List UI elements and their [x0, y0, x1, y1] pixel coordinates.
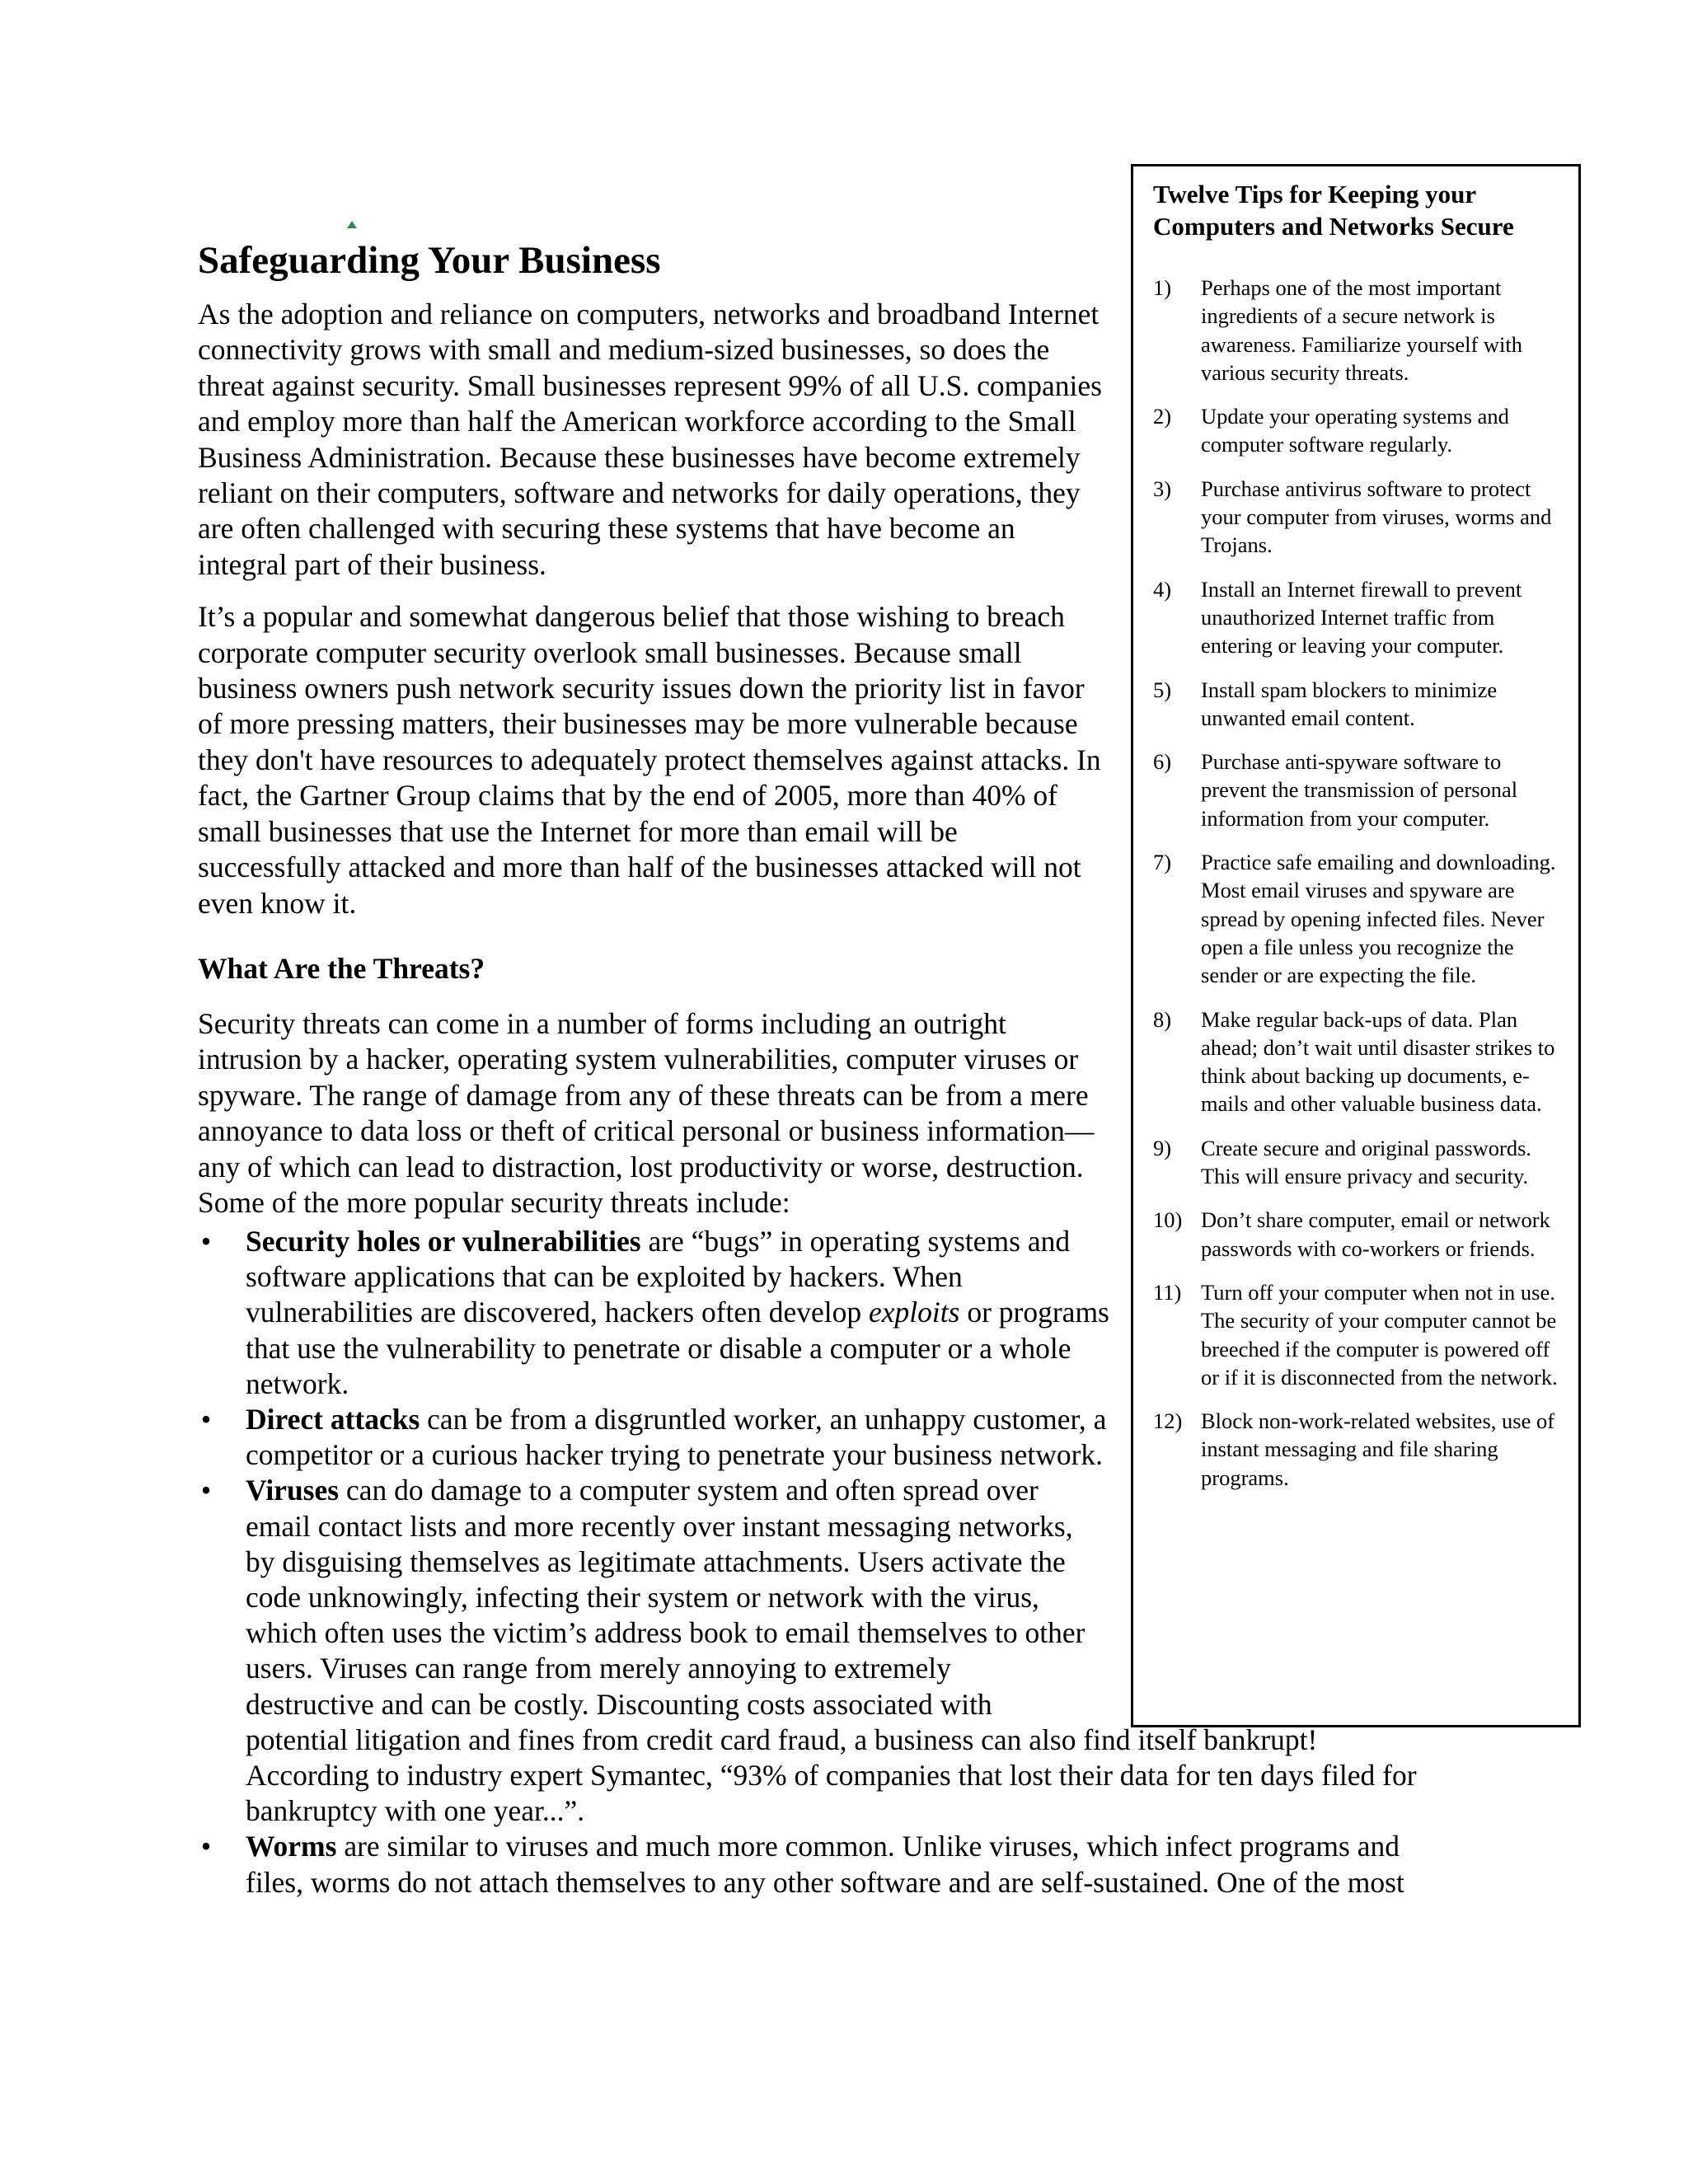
threats-intro-paragraph: Security threats can come in a number of forms including an outright intrusion by a hacker, operating system vulnerabilities, computer viruses or spyware. The range of damage from any of these threats can be from a mere annoyance to data loss or theft of critical personal or business information—any of which can lead to distraction, lost productivity or worse, destruction. Some of the more popular security threats include: [198, 1006, 1095, 1219]
article-body [198, 237, 1104, 1237]
bullet-icon: • [200, 1830, 212, 1863]
list-item-text: code unknowingly, infecting their system or network with the virus, [246, 1581, 1039, 1615]
tips-list [1153, 274, 1560, 1492]
list-item-text: bankruptcy with one year...”. [246, 1794, 585, 1828]
tip-text: Turn off your computer when not in use. The security of your computer cannot be breeched if the computer is powered off or if it is disconnected from the network. [1201, 1279, 1558, 1390]
tip-number: 8) [1153, 1006, 1172, 1032]
list-item-text: users. Viruses can range from merely annoying to extremely [246, 1652, 951, 1685]
tip-text: Install an Internet firewall to prevent unauthorized Internet traffic from entering or leaving your computer. [1201, 576, 1522, 658]
tips-sidebar [1131, 164, 1581, 1727]
term-security-holes: Security holes or vulnerabilities [246, 1225, 641, 1258]
tip-item [1153, 575, 1560, 660]
tip-item [1153, 1134, 1560, 1191]
tip-number: 1) [1153, 275, 1172, 300]
sidebar-title: Twelve Tips for Keeping your Computers and Networks Secure [1153, 180, 1514, 241]
belief-paragraph: It’s a popular and somewhat dangerous belief that those wishing to breach corporate computer security overlook small businesses. Because small business owners push network security issues down the priority list in favor of more pressing matters, their businesses may be more vulnerable because they don't have resources to adequately protect themselves against attacks. In fact, the Gartner Group claims that by the end of 2005, more than 40% of small businesses that use the Internet for more than email will be successfully attacked and more than half of the businesses attacked will not even know it. [198, 600, 1101, 920]
list-item-text: email contact lists and more recently over instant messaging networks, [246, 1509, 1073, 1543]
list-item-direct-attacks [198, 1402, 1128, 1473]
tip-item [1153, 1278, 1560, 1391]
term-viruses: Viruses [246, 1474, 340, 1507]
tip-item [1153, 1407, 1560, 1492]
tip-text: Don’t share computer, email or network passwords with co-workers or friends. [1201, 1207, 1550, 1261]
bullet-icon: • [200, 1225, 212, 1258]
list-item-text: which often uses the victim’s address book to email themselves to other [246, 1616, 1085, 1650]
list-item-text: or programs that use the vulnerability to penetrate or disable a computer or a whole network. [246, 1296, 1109, 1400]
intro-paragraph: As the adoption and reliance on computers, networks and broadband Internet connectivity grows with small and medium-sized businesses, so does the threat against security. Small businesses represent 99% of all U.S. companies and employ more than half the American workforce according to the Small Business Administration. Because these businesses have become extremely reliant on their computers, software and networks for daily operations, they are often challenged with securing these systems that have become an integral part of their business. [198, 298, 1102, 581]
tip-text: Perhaps one of the most important ingredients of a secure network is awareness. Familiarize yourself with various security threats. [1201, 275, 1523, 385]
list-item-text: destructive and can be costly. Discounting costs associated with [246, 1687, 992, 1721]
tip-text: Create secure and original passwords. This will ensure privacy and security. [1201, 1135, 1532, 1189]
triangle-marker-icon [347, 221, 357, 228]
tip-item [1153, 748, 1560, 832]
list-item-text: can do damage to a computer system and often spread over [339, 1474, 1039, 1507]
tip-text: Block non-work-related websites, use of instant messaging and file sharing programs. [1201, 1408, 1555, 1490]
tip-item [1153, 676, 1560, 733]
term-direct-attacks: Direct attacks [246, 1403, 420, 1436]
term-exploits: exploits [869, 1296, 960, 1329]
tip-text: Update your operating systems and computer software regularly. [1201, 404, 1509, 457]
tip-number: 10) [1153, 1207, 1183, 1233]
tip-item [1153, 1005, 1560, 1118]
tip-text: Make regular back-ups of data. Plan ahead; don’t wait until disaster strikes to think about backing up documents, e-mails and other valuable business data. [1201, 1006, 1555, 1117]
list-item-text: by disguising themselves as legitimate attachments. Users activate the [246, 1544, 1066, 1578]
tip-number: 5) [1153, 677, 1172, 702]
tip-number: 12) [1153, 1408, 1183, 1434]
bullet-icon: • [200, 1474, 212, 1507]
tip-text: Purchase anti-spyware software to prevent the transmission of personal information from your computer. [1201, 749, 1518, 831]
tip-number: 9) [1153, 1135, 1172, 1160]
tip-item [1153, 1206, 1560, 1263]
list-item-text: According to industry expert Symantec, “93% of companies that lost their data for ten days filed for [246, 1759, 1417, 1793]
list-item-worms [198, 1829, 1484, 1900]
tip-item [1153, 274, 1560, 387]
tip-text: Install spam blockers to minimize unwanted email content. [1201, 677, 1498, 730]
tip-number: 11) [1153, 1279, 1182, 1305]
term-worms: Worms [246, 1830, 337, 1863]
tip-item [1153, 402, 1560, 459]
list-item-text: files, worms do not attach themselves to any other software and are self-sustained. One of the most [246, 1865, 1404, 1899]
tip-number: 2) [1153, 404, 1172, 429]
list-item-text: are “bugs” in operating systems and software applications that can be exploited by hackers. When vulnerabilities are discovered, hackers often develop [246, 1225, 1071, 1329]
tip-number: 6) [1153, 749, 1172, 775]
threats-heading: What Are the Threats? [198, 951, 485, 985]
list-item-text: potential litigation and fines from credit card fraud, a business can also find itself bankrupt! [246, 1722, 1318, 1756]
list-item-text: are similar to viruses and much more common. Unlike viruses, which infect programs and [336, 1830, 1400, 1863]
tip-number: 7) [1153, 850, 1172, 875]
list-item-text: can be from a disgruntled worker, an unhappy customer, a competitor or a curious hacker trying to penetrate your business network. [246, 1403, 1107, 1472]
page-title: Safeguarding Your Business [198, 239, 661, 282]
list-item-security-holes [198, 1224, 1128, 1402]
tip-item [1153, 848, 1560, 989]
tip-number: 4) [1153, 576, 1172, 602]
tip-number: 3) [1153, 476, 1172, 501]
bullet-icon: • [200, 1403, 212, 1436]
tip-item [1153, 475, 1560, 560]
tip-text: Practice safe emailing and downloading. Most email viruses and spyware are spread by opening infected files. Never open a file unless you recognize the sender or are expecting the file. [1201, 850, 1556, 988]
tip-text: Purchase antivirus software to protect your computer from viruses, worms and Trojans. [1201, 476, 1552, 558]
